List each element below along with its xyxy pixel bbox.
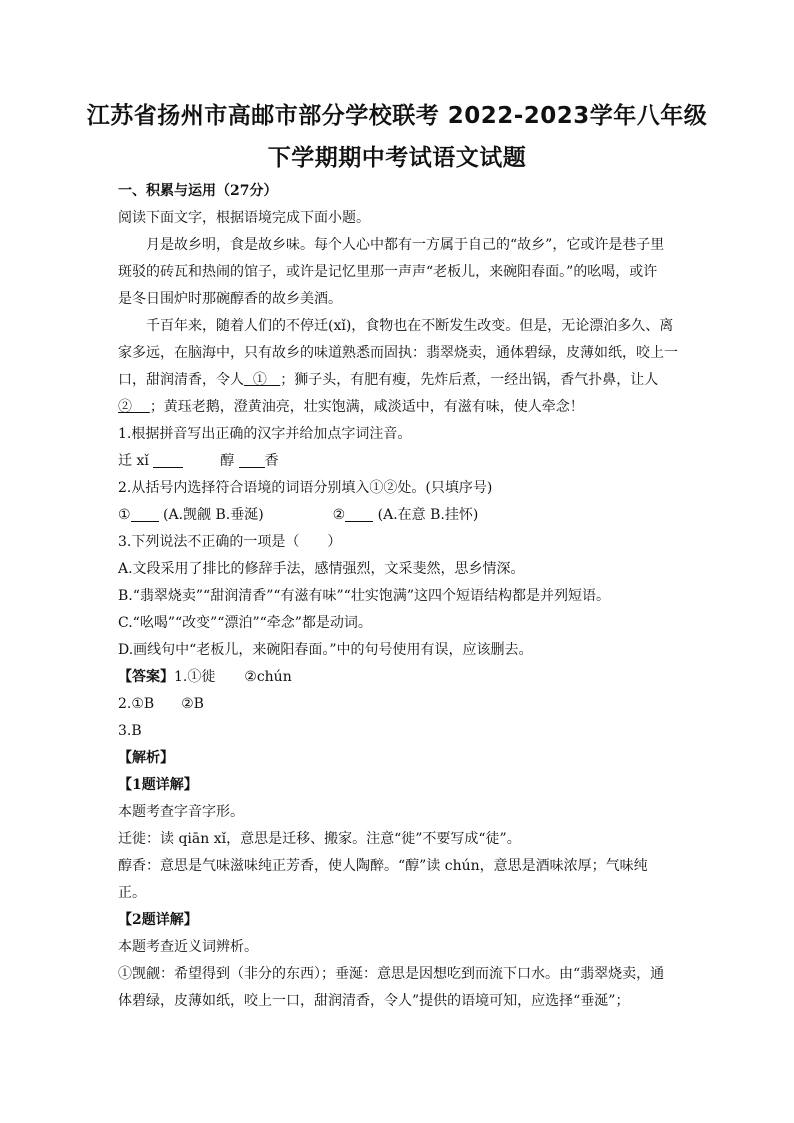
answer-2a: 2.①B <box>118 696 155 712</box>
q3-option-a: A.文段采用了排比的修辞手法，感情强烈，文采斐然，思乡情深。 <box>118 561 525 577</box>
answer-label: 【答案】 <box>118 669 174 685</box>
answer-2b: ②B <box>181 696 204 712</box>
passage-para1-line2: 斑驳的砖瓦和热闹的馆子，或许是记忆里那一声声“老板儿，来碗阳春面。”的吆喝，或许 <box>118 264 658 280</box>
passage-text: 口，甜润清香，令人 <box>118 372 244 388</box>
analysis-label: 【解析】 <box>118 750 174 766</box>
answer-blank <box>131 503 159 522</box>
answer-line-1 <box>118 664 678 691</box>
q3-option-b: B.“翡翠烧卖”“甜润清香”“有滋有味”“壮实饱满”这四个短语结构都是并列短语。 <box>118 588 610 604</box>
answer-line-2 <box>118 691 678 718</box>
detail-1-intro: 本题考查字音字形。 <box>118 804 244 820</box>
question-3: 3.下列说法不正确的一项是（ ） <box>118 534 342 550</box>
q1-item-a: 迁 xǐ <box>118 453 149 469</box>
q2-item-a-options: (A.觊觎 B.垂涎) <box>163 507 264 523</box>
detail-1-line1: 迁徙：读 qiān xǐ，意思是迁移、搬家。注意“徙”不要写成“徒”。 <box>118 831 521 847</box>
passage-para1-line1: 月是故乡明，食是故乡味。每个人心中都有一方属于自己的“故乡”，它或许是巷子里 <box>146 237 665 253</box>
q1-item-b: 醇 <box>220 453 235 469</box>
document-title-line1: 江苏省扬州市高邮市部分学校联考 2022-2023学年八年级 <box>86 103 708 129</box>
blank-2-label: ② <box>118 399 132 415</box>
detail-2-intro: 本题考查近义词辨析。 <box>118 939 258 955</box>
detail-1-label: 【1题详解】 <box>118 777 198 793</box>
q3-option-c: C.“吆喝”“改变”“漂泊”“牵念”都是动词。 <box>118 615 372 631</box>
passage-para2-line2: 家多远，在脑海中，只有故乡的味道熟悉而固执：翡翠烧卖，通体碧绿，皮薄如纸，咬上一 <box>118 345 678 361</box>
passage-para2-line1: 千百年来，随着人们的不停迁(xǐ)，食物也在不断发生改变。但是，无论漂泊多久、离 <box>146 318 674 334</box>
q2-item-b-label: ② <box>332 507 346 523</box>
detail-2-line1: ①觊觎：希望得到（非分的东西）；垂涎：意思是因想吃到而流下口水。由“翡翠烧卖，通 <box>118 966 665 982</box>
passage-para2-line4 <box>118 394 678 421</box>
answer-1b: ②chún <box>244 669 292 685</box>
detail-1-line3: 正。 <box>118 885 146 901</box>
question-1: 1.根据拼音写出正确的汉字并给加点字词注音。 <box>118 426 412 442</box>
question-2-items <box>118 502 678 529</box>
question-2: 2.从括号内选择符合语境的词语分别填入①②处。(只填序号) <box>118 480 493 496</box>
detail-1-line2: 醇香：意思是气味滋味纯正芳香，使人陶醉。“醇”读 chún，意思是酒味浓厚；气味纯 <box>118 858 648 874</box>
passage-para1-line3: 是冬日围炉时那碗醇香的故乡美酒。 <box>118 291 342 307</box>
answer-blank <box>239 449 265 468</box>
detail-2-label: 【2题详解】 <box>118 912 198 928</box>
q1-item-b-suffix: 香 <box>264 453 279 469</box>
question-1-items <box>118 448 678 475</box>
passage-text: ；黄珏老鹅，澄黄油亮，壮实饱满，咸淡适中，有滋有味，使人牵念！ <box>149 399 584 415</box>
q3-option-d: D.画线句中“老板儿，来碗阳春面。”中的句号使用有误，应该删去。 <box>118 642 533 658</box>
section-heading: 一、积累与运用（27分） <box>118 183 278 199</box>
q2-item-a-label: ① <box>118 507 131 523</box>
answer-1a: 1.①徙 <box>174 669 216 685</box>
answer-line-3: 3.B <box>118 723 142 739</box>
blank-1 <box>244 372 280 388</box>
answer-blank <box>345 503 373 522</box>
section-intro: 阅读下面文字，根据语境完成下面小题。 <box>118 210 370 226</box>
document-body <box>118 178 678 1015</box>
detail-2-line2: 体碧绿，皮薄如纸，咬上一口，甜润清香，令人”提供的语境可知，应选择“垂涎”； <box>118 993 630 1009</box>
passage-text: ；狮子头，有肥有瘦，先炸后煮，一经出锅，香气扑鼻，让人 <box>280 372 659 388</box>
blank-1-label: ① <box>252 372 267 388</box>
q2-item-b-options: (A.在意 B.挂怀) <box>377 507 479 523</box>
blank-2 <box>118 399 150 415</box>
answer-blank <box>153 449 183 468</box>
passage-para2-line3 <box>118 367 678 394</box>
document-title-line2: 下学期期中考试语文试题 <box>267 145 527 171</box>
